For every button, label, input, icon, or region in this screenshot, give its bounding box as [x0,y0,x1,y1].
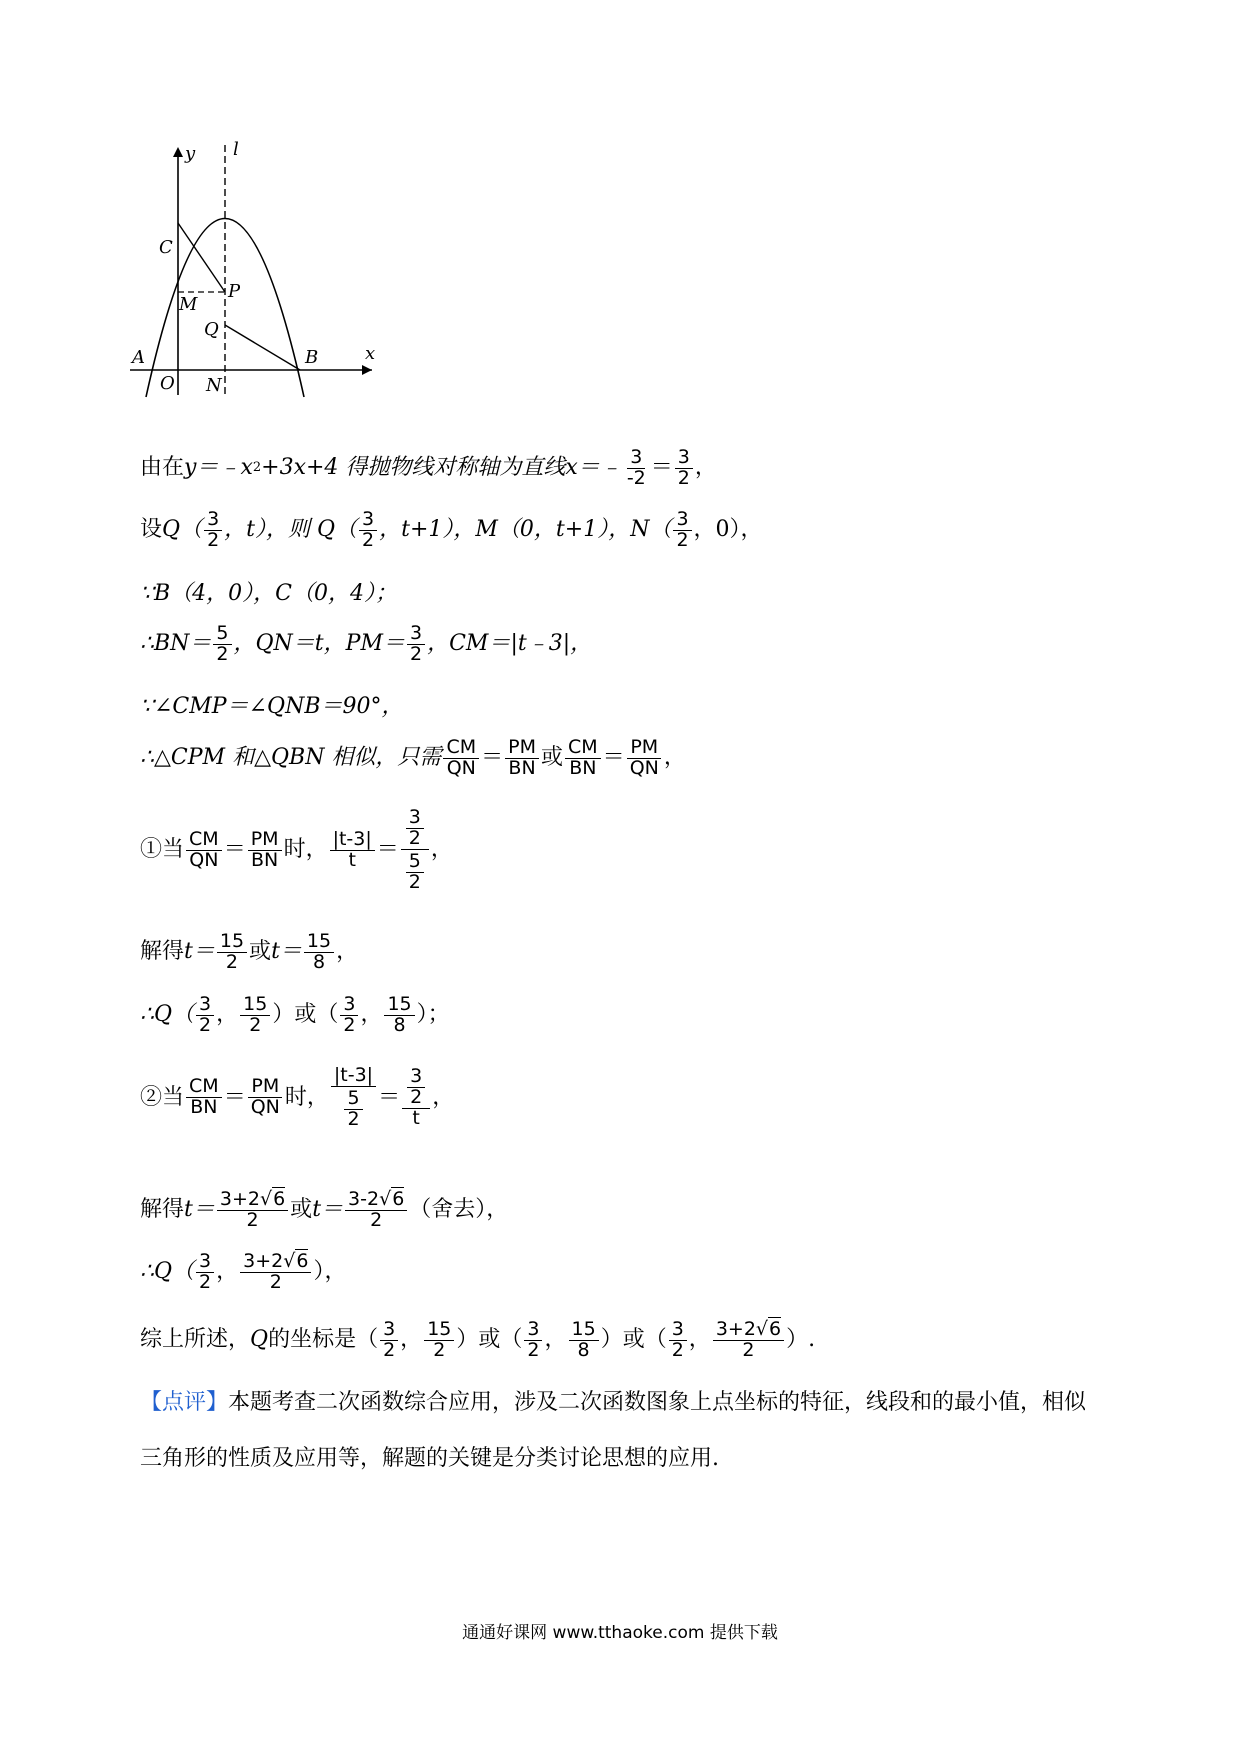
text: 的坐标是（ [268,1327,379,1353]
label-c: C [159,237,173,258]
fraction: $\frac{CM}{BN}$ [565,738,601,779]
fraction: $\frac{CM}{QN}$ [186,830,222,871]
fraction: $\frac{3}{2}$ [407,624,425,665]
label-p: P [228,281,241,302]
text: ）； [416,1002,450,1028]
text: ∴△CPM 和△QBN 相似，只需 [140,745,442,771]
text: t＝ [271,939,302,965]
text: ，CM＝|t﹣3|， [427,631,593,657]
fraction: $\frac{PM}{BN}$ [505,738,539,779]
label-m: M [179,294,198,315]
text: ， [663,745,686,771]
fraction: $\frac{3}{2}$ [380,1320,398,1361]
fraction: $\frac{3}{2}$ [196,1252,214,1293]
text: 解得 [140,939,185,965]
fraction: $\frac{3}{2}$ [204,510,222,551]
text: ，t+1），M（0，t+1），N（ [379,517,672,543]
fraction: $\frac{3}{2}$ [669,1320,687,1361]
fraction: $\frac{5}{2}$ [213,624,231,665]
solution-line-3 [140,582,397,606]
text: ， [432,1084,455,1110]
text: ， [336,939,359,965]
text: （舍去）， [409,1197,509,1223]
fraction: $\frac{3}{2}$ [673,510,691,551]
comment-text: 本题考查二次函数综合应用，涉及二次函数图象上点坐标的特征，线段和的最小值，相似三角形的性质及应用等，解题的关键是分类讨论思想的应用. [140,1390,1087,1471]
fraction: $\frac{3}{2}$ [359,510,377,551]
solution-line-12 [140,1252,346,1293]
text: t＝ [184,1197,215,1223]
fraction: $\frac{15}{2}$ [424,1320,454,1361]
fraction: $\frac{15}{2}$ [240,995,270,1036]
text: 或 [540,745,563,771]
fraction: $\frac{3}{2}$ [524,1320,542,1361]
compound-fraction: $\frac{\frac{3}{2}}{t}$ [402,1067,430,1129]
text: ， [216,1002,239,1028]
fraction: $\frac{15}{8}$ [569,1320,599,1361]
fraction: $\frac{3-2√6}{2}$ [345,1190,407,1231]
text: ）. [786,1327,816,1353]
solution-line-10: ②当 $\frac{CM}{BN}$ ＝ $\frac{PM}{QN}$ 时， $\frac{|t-3|}{\frac{5}{2}}$ ＝ $\frac{\frac{3}{2}}{t}$ ， [140,1064,455,1130]
text: ∵∠CMP＝∠QNB＝90°， [140,694,404,719]
label-x: x [365,343,376,364]
text: ∵B（4，0），C（0，4）； [140,581,397,606]
label-b: B [305,347,319,368]
solution-line-13 [140,1320,815,1361]
text: Q（ [162,517,203,543]
text: Q [250,1327,269,1353]
text: ， [544,1327,567,1353]
text: ， [694,455,717,481]
text: ，QN＝t，PM＝ [233,631,405,657]
fraction: $\frac{3}{2}$ [340,995,358,1036]
solution-line-8 [140,932,358,973]
text: ）或（ [456,1327,523,1353]
text: x＝﹣ [565,455,622,481]
text: ， [360,1002,383,1028]
y-axis-arrow [173,147,183,157]
label-y: y [185,143,196,164]
solution-line-11 [140,1190,508,1231]
x-axis-arrow [362,365,372,375]
fraction: $\frac{|t-3|}{t}$ [330,830,375,871]
label-a: A [132,347,145,368]
solution-line-9 [140,995,450,1036]
solution-line-2 [140,510,763,551]
label-o: O [160,373,175,394]
equation: y＝﹣x [184,455,253,481]
text: 由在 [140,455,185,481]
parabola-figure [132,139,400,405]
fraction: $\frac{PM}{QN}$ [248,1077,283,1118]
solution-line-5 [140,695,403,719]
fraction: $\frac{3+2√6}{2}$ [240,1252,311,1293]
fraction: $\frac{15}{8}$ [304,932,334,973]
text: ，t），则 Q（ [224,517,358,543]
fraction: $\frac{3}{2}$ [675,448,693,489]
fraction: $\frac{PM}{BN}$ [248,830,282,871]
footer: 通通好课网 www.tthaoke.com 提供下载 [462,1623,778,1643]
text: 综上所述， [140,1327,251,1353]
text: 解得 [140,1197,185,1223]
text: ∴Q（ [140,1002,195,1028]
text: 或 [290,1197,313,1223]
text: ）或（ [600,1327,667,1353]
text: 时， [284,1084,329,1110]
superscript: 2 [252,460,262,476]
fraction: $\frac{CM}{QN}$ [443,738,479,779]
text: ， [430,837,453,863]
text: 设 [140,517,163,543]
fraction: $\frac{CM}{BN}$ [186,1077,222,1118]
text: ， [688,1327,711,1353]
solution-line-1 [140,448,717,489]
text: ， [216,1259,239,1285]
text: t＝ [184,939,215,965]
text: t＝ [312,1197,344,1223]
label-q: Q [204,319,219,340]
fraction: $\frac{3}{2}$ [196,995,214,1036]
solution-line-6: ∴△CPM 和△QBN 相似，只需 $\frac{CM}{QN}$ ＝ $\frac{PM}{BN}$ 或 $\frac{CM}{BN}$ ＝ $\frac{PM}{QN}$ ， [140,736,686,779]
comment-paragraph [140,1375,1100,1487]
segment-qb [225,325,300,370]
solution-line-7: ①当 $\frac{CM}{QN}$ ＝ $\frac{PM}{BN}$ 时， $\frac{|t-3|}{t}$ ＝ $\frac{\frac{3}{2}}{\frac{5}{2}}$ ， [140,806,453,893]
text: 时， [283,837,328,863]
text: ＝ [650,455,673,481]
fraction: $\frac{PM}{QN}$ [627,738,662,779]
fraction: $\frac{3}{-2}$ [626,446,646,489]
compound-fraction: $\frac{|t-3|}{\frac{5}{2}}$ [331,1066,376,1130]
fraction: $\frac{15}{2}$ [217,932,247,973]
compound-fraction: $\frac{\frac{3}{2}}{\frac{5}{2}}$ [401,808,429,893]
text: ，0）， [693,517,763,543]
solution-line-4 [140,624,592,665]
fraction: $\frac{15}{8}$ [384,995,414,1036]
fraction: $\frac{3+2√6}{2}$ [713,1320,784,1361]
fraction: $\frac{3+2√6}{2}$ [217,1190,288,1231]
text: 或 [249,939,272,965]
text: ①当 [140,837,185,863]
text: ∴BN＝ [140,631,212,657]
comment-label: 【点评】 [140,1390,229,1415]
text: ）， [313,1259,347,1285]
text: ， [400,1327,423,1353]
text: ）或（ [272,1002,339,1028]
label-l: l [233,139,239,160]
text: ②当 [140,1084,185,1110]
label-n: N [206,375,222,396]
text: +3x+4 得抛物线对称轴为直线 [261,455,566,481]
text: ∴Q（ [140,1259,195,1285]
